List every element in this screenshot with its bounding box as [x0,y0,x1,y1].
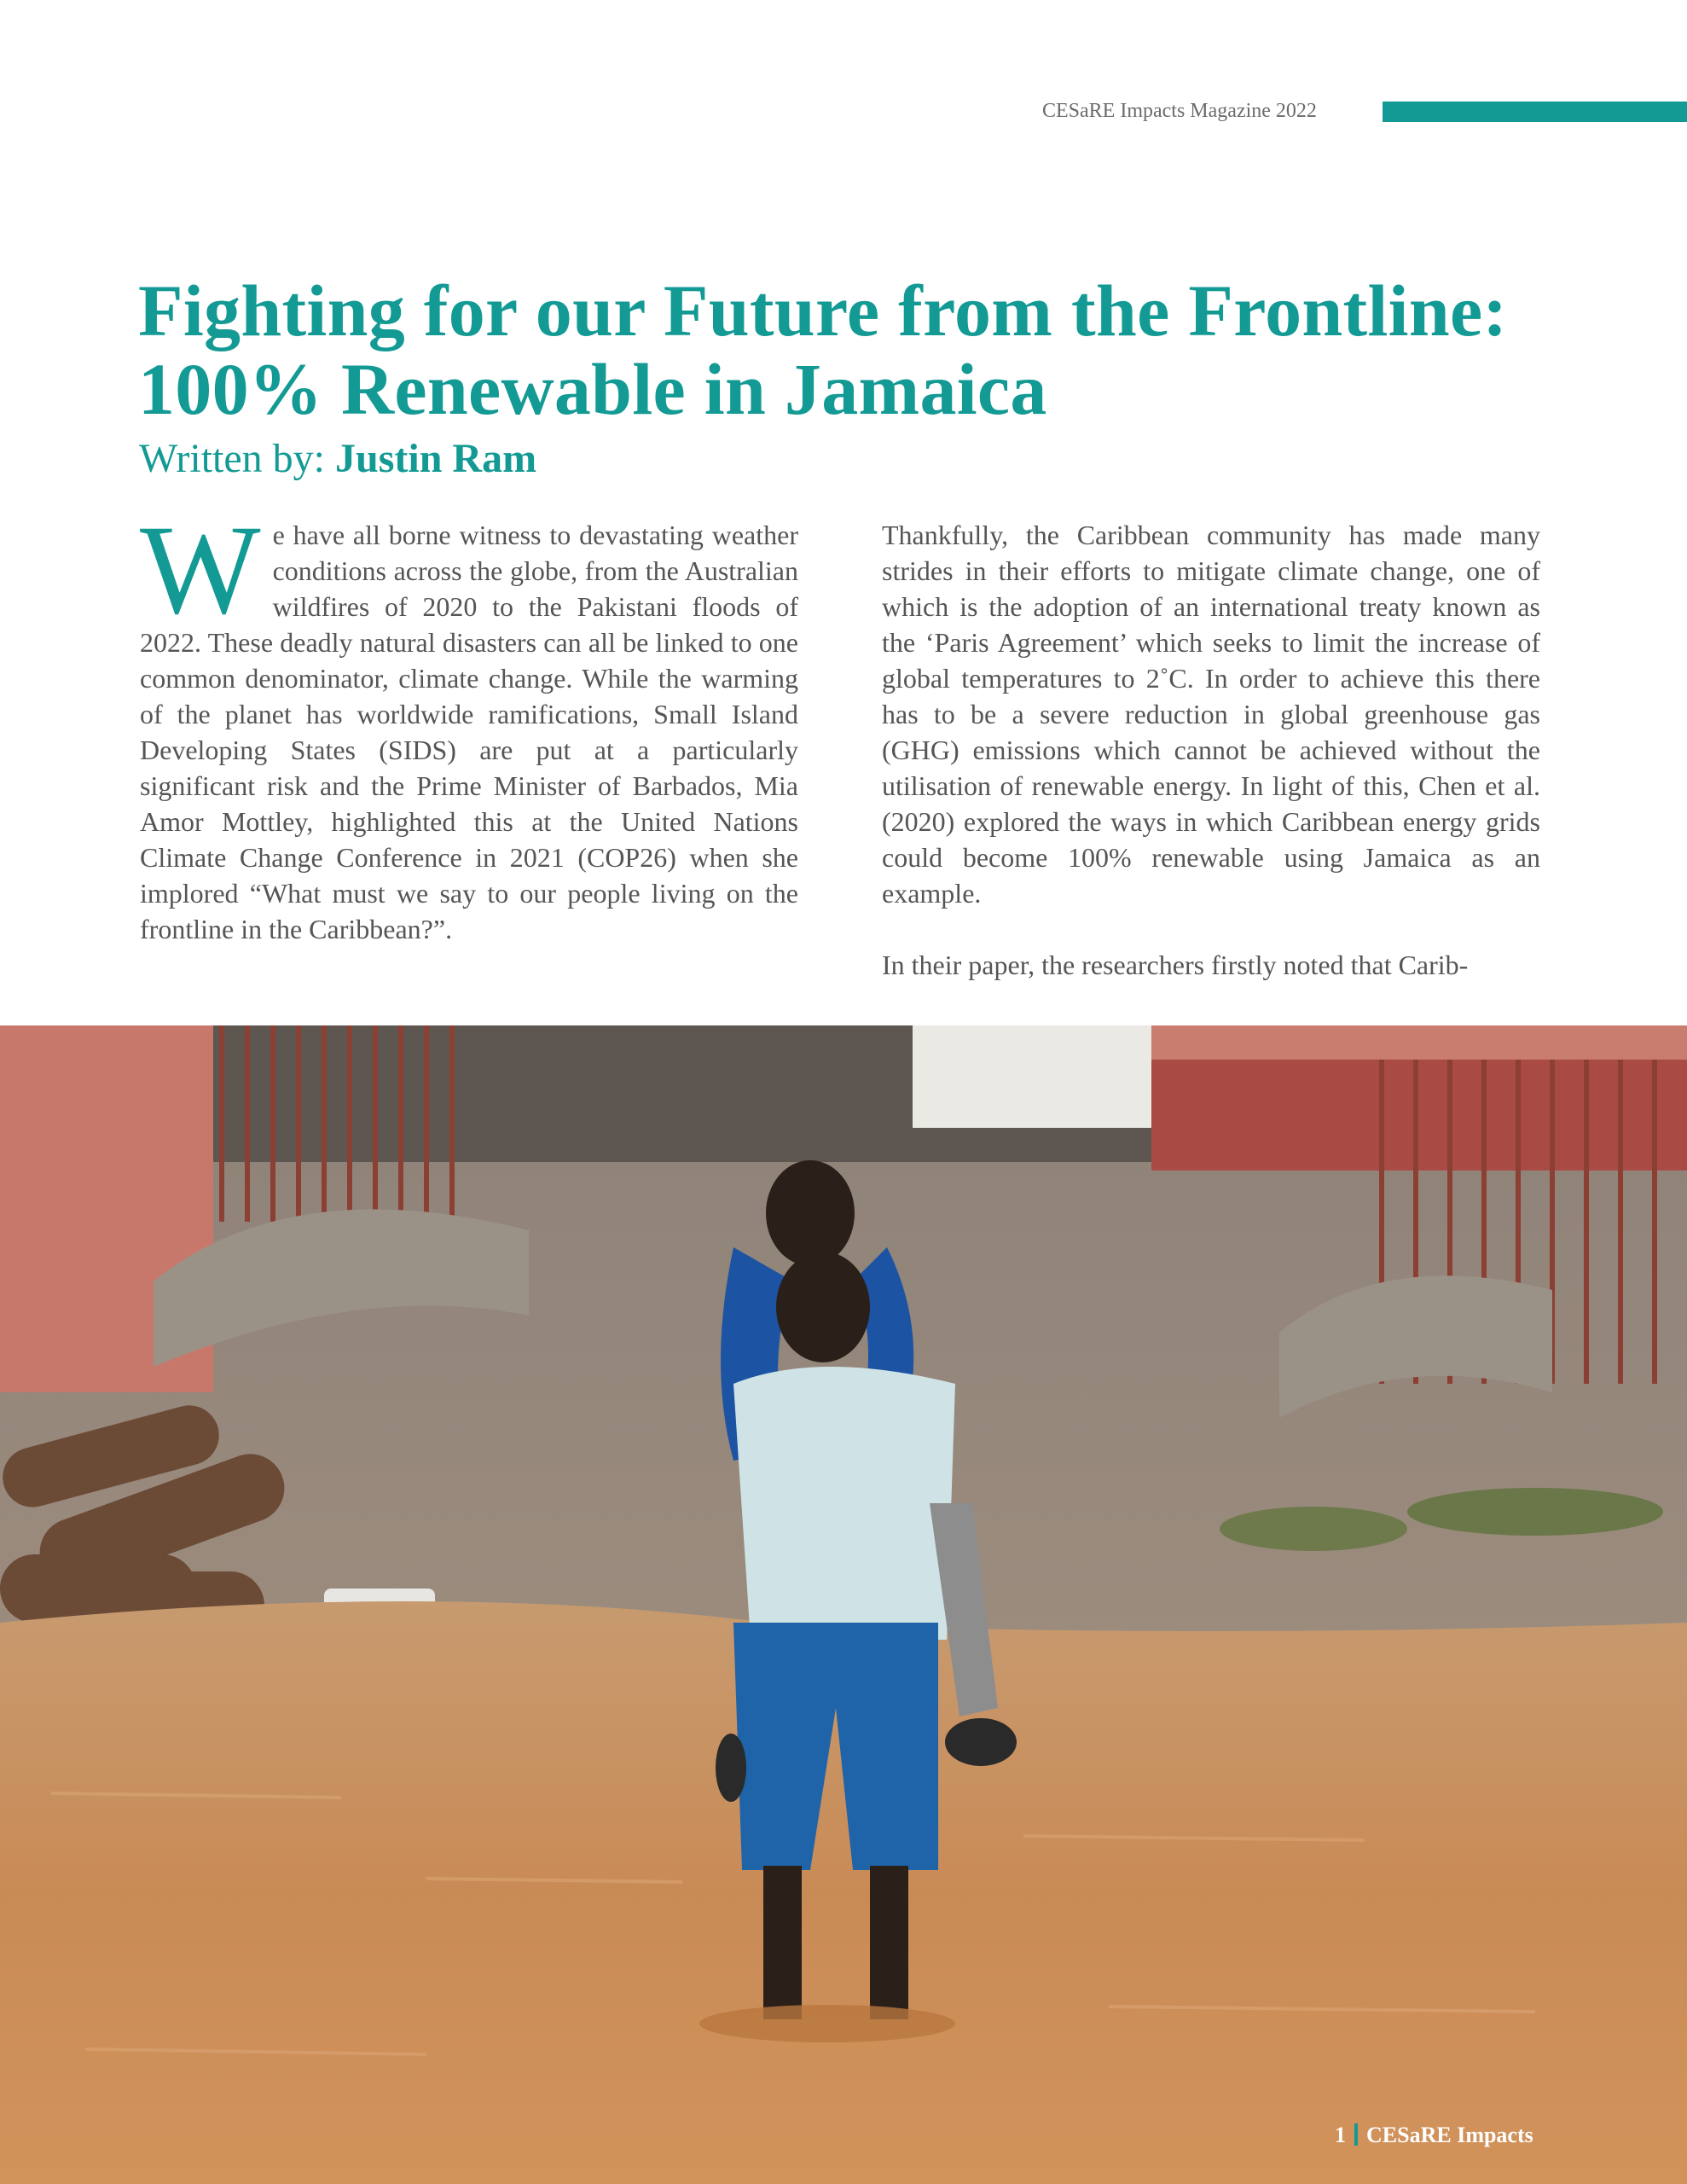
byline-prefix: Written by: [139,436,326,481]
article-title [138,271,1588,428]
header-accent-bar [1383,102,1687,122]
footer-separator [1354,2123,1358,2146]
page-footer [1335,2123,1533,2148]
page-number: 1 [1335,2123,1346,2147]
footer-publication: CESaRE Impacts [1366,2123,1533,2147]
flood-photo [0,1025,1687,2184]
left-paragraph: e have all borne witness to devastating weather conditions across the globe, from the Australian wildfires of 2020 to the Pakistani floods of 2022. These deadly natural disasters can all be linked to one common denominator, climate change. While the warming of the planet has worldwide ramifications, Small Island Developing States (SIDS) are put at a particularly significant risk and the Prime Minister of Barbados, Mia Amor Mottley, highlighted this at the United Nations Climate Change Conference in 2021 (COP26) when she implored “What must we say to our people living on the frontline in the Caribbean?”. [140,520,798,944]
right-column [882,517,1540,983]
right-paragraph-2: In their paper, the researchers firstly noted that Carib- [882,950,1469,980]
drop-cap: W [140,499,261,641]
right-paragraph-1: Thankfully, the Caribbean community has made many strides in their efforts to mitigate climate change, one of which is the adoption of an international treaty known as the ‘Paris Agreement’ which seeks to limit the increase of global temperatures to 2˚C. In order to achieve this there has to be a severe reduction in global greenhouse gas (GHG) emissions which cannot be achieved without the utilisation of renewable energy. In light of this, Chen et al. (2020) explored the ways in which Caribbean energy grids could become 100% renewable using Jamaica as an example. [882,520,1540,909]
left-column [140,499,798,947]
magazine-header: CESaRE Impacts Magazine 2022 [1042,100,1317,122]
author-name: Justin Ram [335,436,537,481]
left-paragraph-container [140,499,798,947]
byline [139,435,536,482]
title-line-1: Fighting for our Future from the Frontline: [138,270,1508,351]
title-line-2: 100% Renewable in Jamaica [138,348,1047,430]
